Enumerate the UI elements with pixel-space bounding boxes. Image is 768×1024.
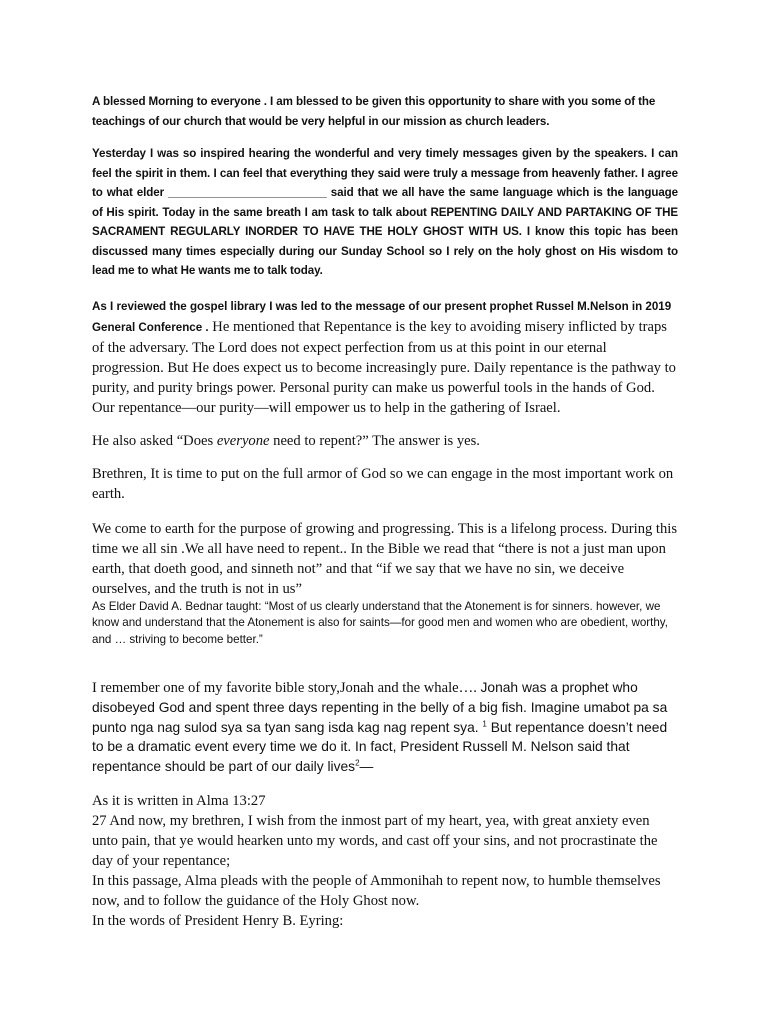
nelson-paragraph — [92, 296, 678, 418]
alma-verse: 27 And now, my brethren, I wish from the inmost part of my heart, yea, with great anxiety even unto pain, that ye would hearken unto my words, and cast off your sins, and not procrastinate the day of your repentance; — [92, 813, 658, 869]
inspiration-paragraph: Yesterday I was so inspired hearing the wonderful and very timely messages given by the speakers. I can feel the spirit in them. I can feel that everything they said were truly a message from heavenly father. I agree to what elder _________________________ said that we all have the same language which is the language of His spirit. Today in the same breath I am task to talk about REPENTING DAILY AND PARTAKING OF THE SACRAMENT REGULARLY INORDER TO HAVE THE HOLY GHOST WITH US. I know this topic has been discussed many times especially during our Sunday School so I rely on the holy ghost on His wisdom to lead me to what He wants me to talk today. — [92, 147, 678, 277]
question-text-b: need to repent?” The answer is yes. — [269, 432, 480, 449]
question-text-a: He also asked “Does — [92, 432, 217, 449]
jonah-text-c: — — [359, 758, 374, 774]
question-emphasis: everyone — [216, 432, 270, 449]
nelson-body-text: He mentioned that Repentance is the key to avoiding misery inflicted by traps of the adversary. The Lord does not expect perfection from us at this point in our eternal progression. But He does expect us to become increasingly pure. Daily repentance is the pathway to purity, and purity brings power. Personal purity can make us powerful tools in the hands of God. Our repentance—our purity—will empower us to help in the gathering of Israel. — [92, 318, 676, 416]
lifelong-paragraph: We come to earth for the purpose of growing and progressing. This is a lifelong process. During this time we all sin .We all have need to repent.. In the Bible we read that “there is not a just man upon earth, that doeth good, and sinneth not” and that “if we say that we have no sin, we deceive ourselves, and the truth is not in us” — [92, 520, 678, 597]
alma-reference: As it is written in Alma 13:27 — [92, 793, 266, 809]
document-page — [92, 92, 678, 931]
armor-paragraph: Brethren, It is time to put on the full armor of God so we can engage in the most important work on earth. — [92, 465, 674, 502]
nelson-lead-text: As I reviewed the gospel library I was led to the message of our present prophet Russel M.Nelson in 2019 General Conference . — [92, 299, 672, 334]
jonah-paragraph — [92, 678, 678, 776]
everyone-question-paragraph — [92, 431, 678, 451]
alma-commentary: In this passage, Alma pleads with the people of Ammonihah to repent now, to humble themselves now, and to follow the guidance of the Holy Ghost now. — [92, 873, 661, 909]
footnote-2[interactable]: 2 — [355, 757, 360, 767]
eyring-intro: In the words of President Henry B. Eyring: — [92, 913, 344, 929]
jonah-text-a: Jonah was a prophet who disobeyed God and spent three days repenting in the belly of a big fish. Imagine umabot pa sa punto nga nag sulod sya sa tyan sang isda kag nag repent sya. — [92, 680, 668, 735]
greeting-paragraph: A blessed Morning to everyone . I am blessed to be given this opportunity to share with you some of the teachings of our church that would be very helpful in our mission as church leaders. — [92, 95, 656, 128]
jonah-text-b: But repentance doesn’t need to be a dramatic event every time we do it. In fact, President Russell M. Nelson said that repentance should be part of our daily lives — [92, 719, 668, 774]
footnote-1[interactable]: 1 — [482, 718, 487, 728]
jonah-intro-text: I remember one of my favorite bible story,Jonah and the whale…. — [92, 680, 481, 696]
bednar-quote-paragraph: As Elder David A. Bednar taught: “Most of us clearly understand that the Atonement is for sinners. however, we know and understand that the Atonement is also for saints—for good men and women who are obedient, worthy, and … striving to become better.” — [92, 599, 668, 646]
